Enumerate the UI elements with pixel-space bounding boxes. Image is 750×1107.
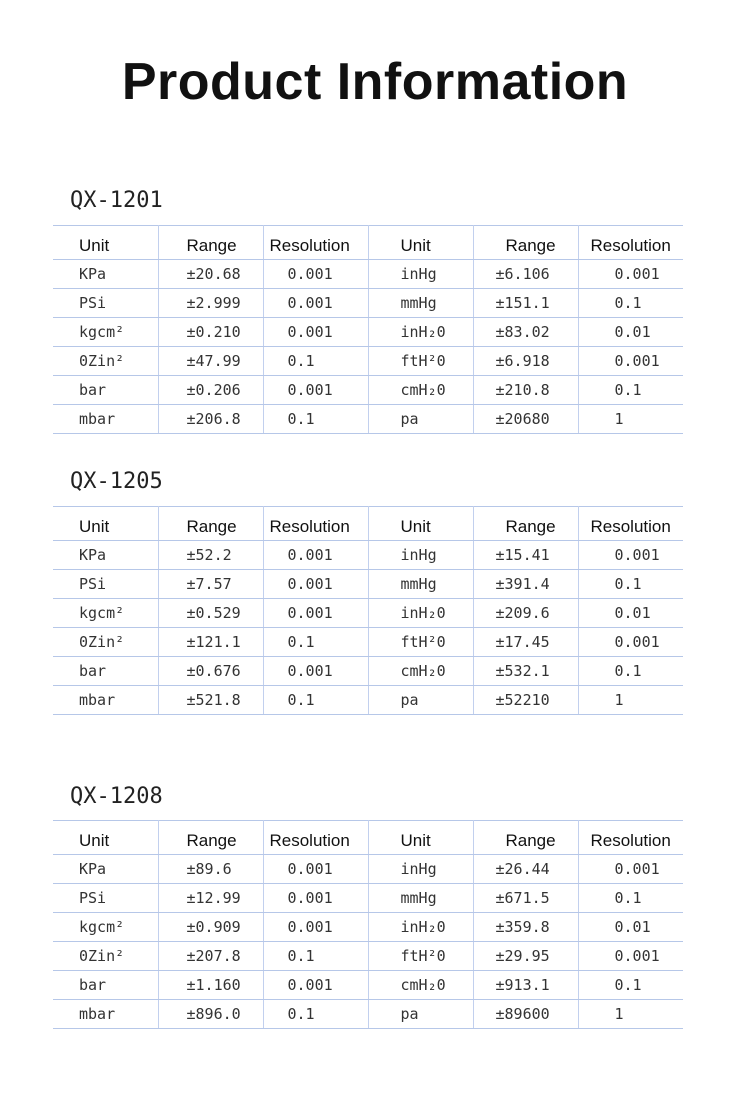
header-resolution: Resolution: [578, 821, 683, 855]
resolution-cell: 0.001: [578, 942, 683, 971]
resolution-cell: 0.001: [263, 884, 368, 913]
header-range: Range: [158, 226, 263, 260]
header-range: Range: [158, 821, 263, 855]
range-cell: ±89600: [473, 1000, 578, 1029]
unit-cell: pa: [368, 686, 473, 715]
header-resolution: Resolution: [578, 226, 683, 260]
header-unit: Unit: [53, 507, 158, 541]
range-cell: ±207.8: [158, 942, 263, 971]
resolution-cell: 0.001: [263, 541, 368, 570]
resolution-cell: 0.001: [263, 971, 368, 1000]
range-cell: ±12.99: [158, 884, 263, 913]
unit-cell: pa: [368, 1000, 473, 1029]
table-header-row: [53, 226, 683, 260]
table-row: [53, 376, 683, 405]
header-range: Range: [473, 507, 578, 541]
resolution-cell: 0.1: [578, 570, 683, 599]
header-range: Range: [473, 226, 578, 260]
unit-cell: mbar: [53, 1000, 158, 1029]
range-cell: ±26.44: [473, 855, 578, 884]
unit-cell: KPa: [53, 541, 158, 570]
range-cell: ±1.160: [158, 971, 263, 1000]
unit-cell: ftH²0: [368, 942, 473, 971]
range-cell: ±0.676: [158, 657, 263, 686]
range-cell: ±52210: [473, 686, 578, 715]
table-row: [53, 855, 683, 884]
resolution-cell: 0.1: [578, 289, 683, 318]
range-cell: ±391.4: [473, 570, 578, 599]
unit-cell: inHg: [368, 541, 473, 570]
header-unit: Unit: [368, 507, 473, 541]
range-cell: ±29.95: [473, 942, 578, 971]
range-cell: ±0.909: [158, 913, 263, 942]
range-cell: ±532.1: [473, 657, 578, 686]
range-cell: ±15.41: [473, 541, 578, 570]
table-row: [53, 405, 683, 434]
unit-cell: PSi: [53, 289, 158, 318]
range-cell: ±89.6: [158, 855, 263, 884]
unit-cell: cmH₂0: [368, 657, 473, 686]
range-cell: ±7.57: [158, 570, 263, 599]
range-cell: ±47.99: [158, 347, 263, 376]
resolution-cell: 0.001: [263, 289, 368, 318]
unit-cell: bar: [53, 971, 158, 1000]
model-title: QX-1208: [70, 784, 163, 809]
resolution-cell: 1: [578, 1000, 683, 1029]
unit-cell: cmH₂0: [368, 971, 473, 1000]
resolution-cell: 0.01: [578, 913, 683, 942]
range-cell: ±210.8: [473, 376, 578, 405]
header-range: Range: [158, 507, 263, 541]
unit-cell: 0Zin²: [53, 347, 158, 376]
header-resolution: Resolution: [263, 226, 368, 260]
resolution-cell: 0.001: [263, 570, 368, 599]
range-cell: ±20680: [473, 405, 578, 434]
table-row: [53, 884, 683, 913]
table-header-row: [53, 507, 683, 541]
resolution-cell: 0.1: [263, 347, 368, 376]
range-cell: ±151.1: [473, 289, 578, 318]
unit-cell: kgcm²: [53, 599, 158, 628]
resolution-cell: 0.001: [263, 318, 368, 347]
resolution-cell: 0.1: [263, 942, 368, 971]
resolution-cell: 0.001: [578, 260, 683, 289]
header-resolution: Resolution: [263, 507, 368, 541]
unit-cell: mmHg: [368, 884, 473, 913]
range-cell: ±359.8: [473, 913, 578, 942]
range-cell: ±521.8: [158, 686, 263, 715]
resolution-cell: 0.1: [578, 376, 683, 405]
page-title: Product Information: [121, 53, 629, 111]
unit-cell: inHg: [368, 260, 473, 289]
unit-cell: mmHg: [368, 570, 473, 599]
unit-cell: KPa: [53, 260, 158, 289]
range-cell: ±52.2: [158, 541, 263, 570]
table-row: [53, 686, 683, 715]
unit-cell: mmHg: [368, 289, 473, 318]
resolution-cell: 0.1: [578, 971, 683, 1000]
table-row: [53, 318, 683, 347]
resolution-cell: 0.001: [263, 855, 368, 884]
header-unit: Unit: [53, 821, 158, 855]
unit-cell: mbar: [53, 686, 158, 715]
resolution-cell: 0.001: [578, 855, 683, 884]
resolution-cell: 0.01: [578, 599, 683, 628]
unit-cell: 0Zin²: [53, 942, 158, 971]
table-row: [53, 347, 683, 376]
range-cell: ±6.106: [473, 260, 578, 289]
range-cell: ±896.0: [158, 1000, 263, 1029]
table-row: [53, 913, 683, 942]
spec-table: [53, 506, 683, 715]
resolution-cell: 0.1: [263, 405, 368, 434]
range-cell: ±0.210: [158, 318, 263, 347]
resolution-cell: 0.001: [263, 599, 368, 628]
resolution-cell: 0.001: [578, 541, 683, 570]
unit-cell: kgcm²: [53, 913, 158, 942]
unit-cell: KPa: [53, 855, 158, 884]
resolution-cell: 1: [578, 405, 683, 434]
resolution-cell: 0.001: [263, 913, 368, 942]
header-resolution: Resolution: [263, 821, 368, 855]
unit-cell: kgcm²: [53, 318, 158, 347]
unit-cell: PSi: [53, 570, 158, 599]
header-unit: Unit: [53, 226, 158, 260]
table-row: [53, 971, 683, 1000]
table-row: [53, 628, 683, 657]
unit-cell: 0Zin²: [53, 628, 158, 657]
unit-cell: ftH²0: [368, 347, 473, 376]
unit-cell: PSi: [53, 884, 158, 913]
resolution-cell: 0.1: [263, 686, 368, 715]
resolution-cell: 0.1: [263, 1000, 368, 1029]
resolution-cell: 0.001: [263, 657, 368, 686]
model-title: QX-1201: [70, 188, 163, 213]
unit-cell: ftH²0: [368, 628, 473, 657]
range-cell: ±671.5: [473, 884, 578, 913]
range-cell: ±0.529: [158, 599, 263, 628]
range-cell: ±17.45: [473, 628, 578, 657]
resolution-cell: 0.001: [578, 347, 683, 376]
resolution-cell: 0.001: [263, 260, 368, 289]
resolution-cell: 0.001: [578, 628, 683, 657]
range-cell: ±0.206: [158, 376, 263, 405]
unit-cell: bar: [53, 657, 158, 686]
range-cell: ±913.1: [473, 971, 578, 1000]
table-row: [53, 1000, 683, 1029]
unit-cell: bar: [53, 376, 158, 405]
model-title: QX-1205: [70, 469, 163, 494]
header-resolution: Resolution: [578, 507, 683, 541]
resolution-cell: 0.1: [578, 884, 683, 913]
range-cell: ±209.6: [473, 599, 578, 628]
table-row: [53, 541, 683, 570]
table-row: [53, 942, 683, 971]
unit-cell: inH₂0: [368, 913, 473, 942]
resolution-cell: 0.1: [578, 657, 683, 686]
range-cell: ±206.8: [158, 405, 263, 434]
table-row: [53, 289, 683, 318]
range-cell: ±2.999: [158, 289, 263, 318]
resolution-cell: 0.001: [263, 376, 368, 405]
table-row: [53, 260, 683, 289]
range-cell: ±6.918: [473, 347, 578, 376]
header-unit: Unit: [368, 226, 473, 260]
resolution-cell: 0.01: [578, 318, 683, 347]
unit-cell: cmH₂0: [368, 376, 473, 405]
table-row: [53, 570, 683, 599]
table-row: [53, 599, 683, 628]
resolution-cell: 0.1: [263, 628, 368, 657]
resolution-cell: 1: [578, 686, 683, 715]
unit-cell: pa: [368, 405, 473, 434]
unit-cell: mbar: [53, 405, 158, 434]
unit-cell: inH₂0: [368, 318, 473, 347]
table-row: [53, 657, 683, 686]
range-cell: ±121.1: [158, 628, 263, 657]
table-header-row: [53, 821, 683, 855]
range-cell: ±20.68: [158, 260, 263, 289]
range-cell: ±83.02: [473, 318, 578, 347]
unit-cell: inHg: [368, 855, 473, 884]
unit-cell: inH₂0: [368, 599, 473, 628]
spec-table: [53, 820, 683, 1029]
spec-table: [53, 225, 683, 434]
header-range: Range: [473, 821, 578, 855]
header-unit: Unit: [368, 821, 473, 855]
